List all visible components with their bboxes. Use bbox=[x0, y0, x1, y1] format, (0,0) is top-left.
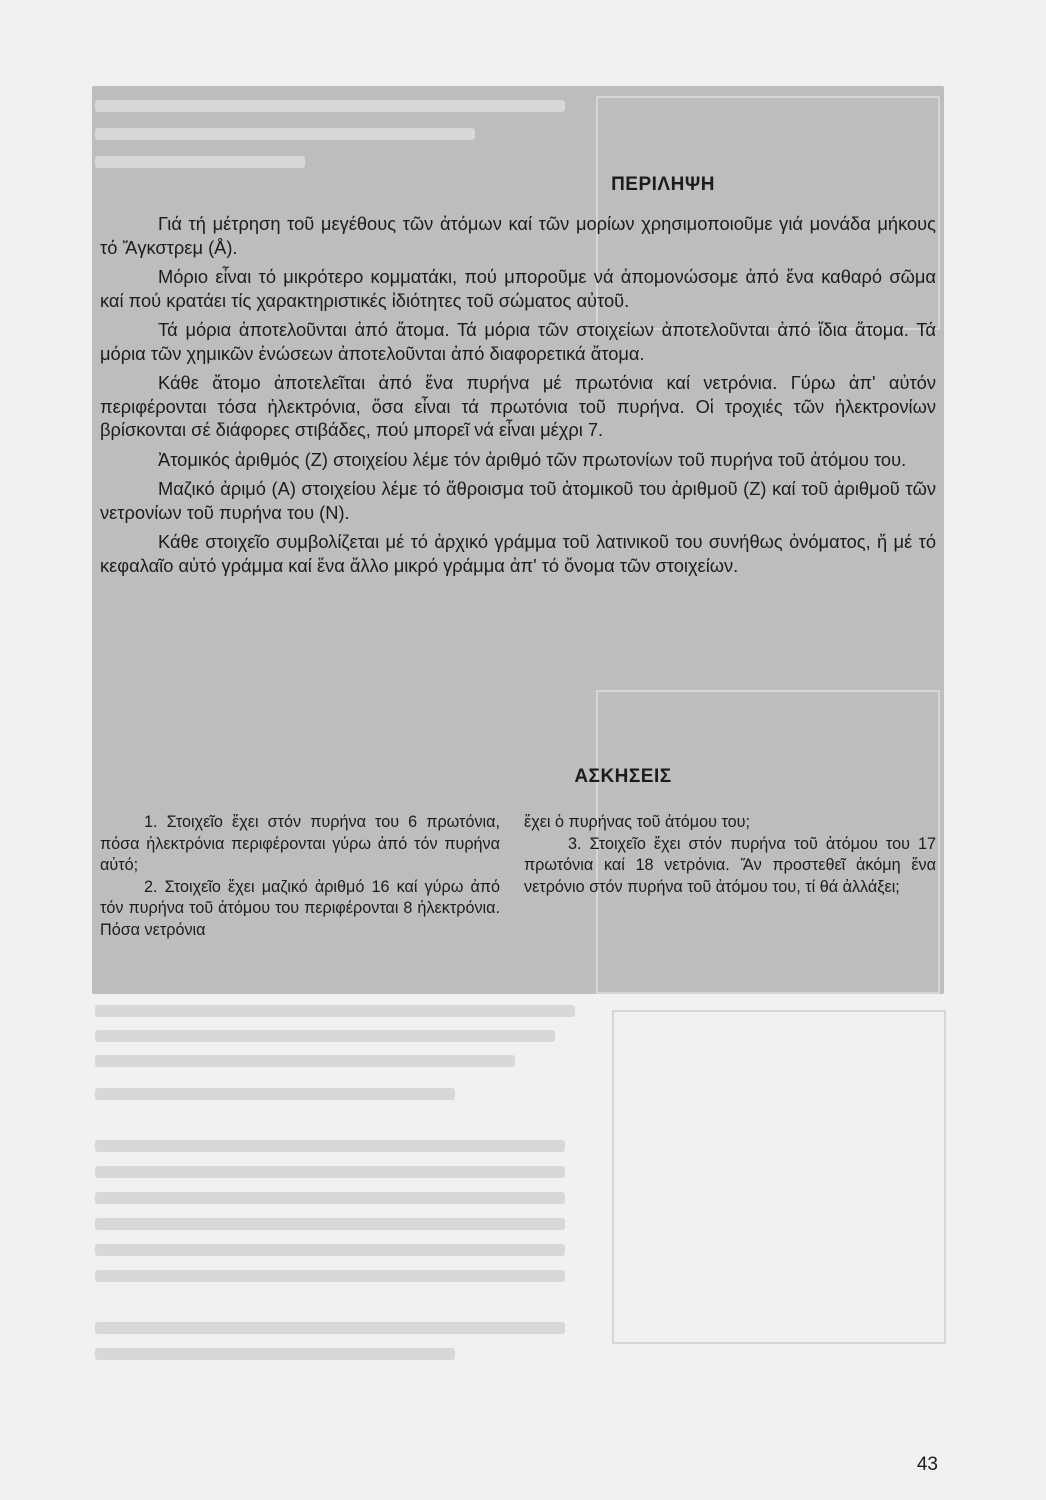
summary-paragraph: Τά μόρια ἀποτελοῦνται ἀπό ἄτομα. Τά μόρια τῶν στοιχείων ἀποτελοῦνται ἀπό ἴδια ἄτομα. Τά μόρια τῶν χημικῶν ἐνώσεων ἀποτελοῦνται ἀπό διαφορετικά ἄτομα. bbox=[100, 319, 936, 364]
exercise-item: 1. Στοιχεῖο ἔχει στόν πυρήνα του 6 πρωτόνια, πόσα ἠλεκτρόνια περιφέρονται γύρω ἀπό τόν πυρήνα αὐτό; bbox=[100, 813, 500, 875]
bleed-through-line bbox=[95, 1270, 565, 1282]
bleed-through-line bbox=[95, 1166, 565, 1178]
bleed-through-line bbox=[95, 1055, 515, 1067]
bleed-through-line bbox=[95, 1218, 565, 1230]
bleed-through-line bbox=[95, 128, 475, 140]
exercise-item: 2. Στοιχεῖο ἔχει μαζικό ἀριθμό 16 καί γύρω ἀπό τόν πυρήνα τοῦ ἀτόμου του περιφέρονται 8 ἠλεκτρόνια. Πόσα νετρόνια bbox=[100, 877, 500, 939]
bleed-through-line bbox=[95, 1030, 555, 1042]
exercise-continuation: ἔχει ὁ πυρήνας τοῦ ἀτόμου του; bbox=[524, 813, 750, 831]
bleed-through-line bbox=[95, 1244, 565, 1256]
summary-paragraph: Ἀτομικός ἀριθμός (Ζ) στοιχείου λέμε τόν ἀριθμό τῶν πρωτονίων τοῦ πυρήνα τοῦ ἀτόμου του. bbox=[158, 448, 907, 470]
summary-paragraph: Μόριο εἶναι τό μικρότερο κομματάκι, πού μποροῦμε νά ἀπομονώσομε ἀπό ἕνα καθαρό σῶμα καί πού κρατάει τίς χαρακτηριστικές ἰδιότητες τοῦ σώματος αὐτοῦ. bbox=[100, 266, 936, 311]
bleed-through-line bbox=[95, 100, 565, 112]
bleed-through-figure bbox=[612, 1010, 946, 1344]
exercises-heading: ΑΣΚΗΣΕΙΣ bbox=[574, 766, 672, 787]
bleed-through-line bbox=[95, 1322, 565, 1334]
exercises-body bbox=[100, 812, 936, 952]
bleed-through-line bbox=[95, 1348, 455, 1360]
exercises-right-column bbox=[524, 812, 936, 898]
page-number: 43 bbox=[916, 1454, 938, 1475]
summary-paragraph: Κάθε ἄτομο ἀποτελεῖται ἀπό ἕνα πυρήνα μέ πρωτόνια καί νετρόνια. Γύρω ἀπ' αὐτόν περιφέρονται τόσα ἠλεκτρόνια, ὅσα εἶναι τά πρωτόνια τοῦ πυρήνα. Οἱ τροχιές τῶν ἠλεκτρονίων βρίσκονται σέ διάφορες στιβάδες, πού μπορεῖ νά εἶναι μέχρι 7. bbox=[100, 372, 936, 440]
summary-paragraph: Μαζικό ἀριμό (Α) στοιχείου λέμε τό ἄθροισμα τοῦ ἀτομικοῦ του ἀριθμοῦ (Ζ) καί τοῦ ἀριθμοῦ τῶν νετρονίων τοῦ πυρήνα του (Ν). bbox=[100, 478, 936, 523]
bleed-through-line bbox=[95, 1005, 575, 1017]
summary-paragraph: Γιά τή μέτρηση τοῦ μεγέθους τῶν ἀτόμων καί τῶν μορίων χρησιμοποιοῦμε γιά μονάδα μήκους τό Ἄγκστρεμ (Å). bbox=[100, 213, 936, 258]
summary-body bbox=[100, 212, 936, 583]
bleed-through-line bbox=[95, 1088, 455, 1100]
bleed-through-line bbox=[95, 156, 305, 168]
bleed-through-line bbox=[95, 1140, 565, 1152]
summary-paragraph: Κάθε στοιχεῖο συμβολίζεται μέ τό ἀρχικό γράμμα τοῦ λατινικοῦ του συνήθως ὀνόματος, ἤ μέ τό κεφαλαῖο αὐτό γράμμα καί ἕνα ἄλλο μικρό γράμμα ἀπ' τό ὄνομα τῶν στοιχείων. bbox=[100, 531, 936, 576]
exercise-item: 3. Στοιχεῖο ἔχει στόν πυρήνα τοῦ ἀτόμου του 17 πρωτόνια καί 18 νετρόνια. Ἄν προστεθεῖ ἀκόμη ἕνα νετρόνιο στόν πυρήνα τοῦ ἀτόμου του, τί θά ἀλλάξει; bbox=[524, 834, 936, 896]
bleed-through-line bbox=[95, 1192, 565, 1204]
summary-heading: ΠΕΡΙΛΗΨΗ bbox=[611, 174, 715, 195]
exercises-left-column bbox=[100, 812, 500, 942]
